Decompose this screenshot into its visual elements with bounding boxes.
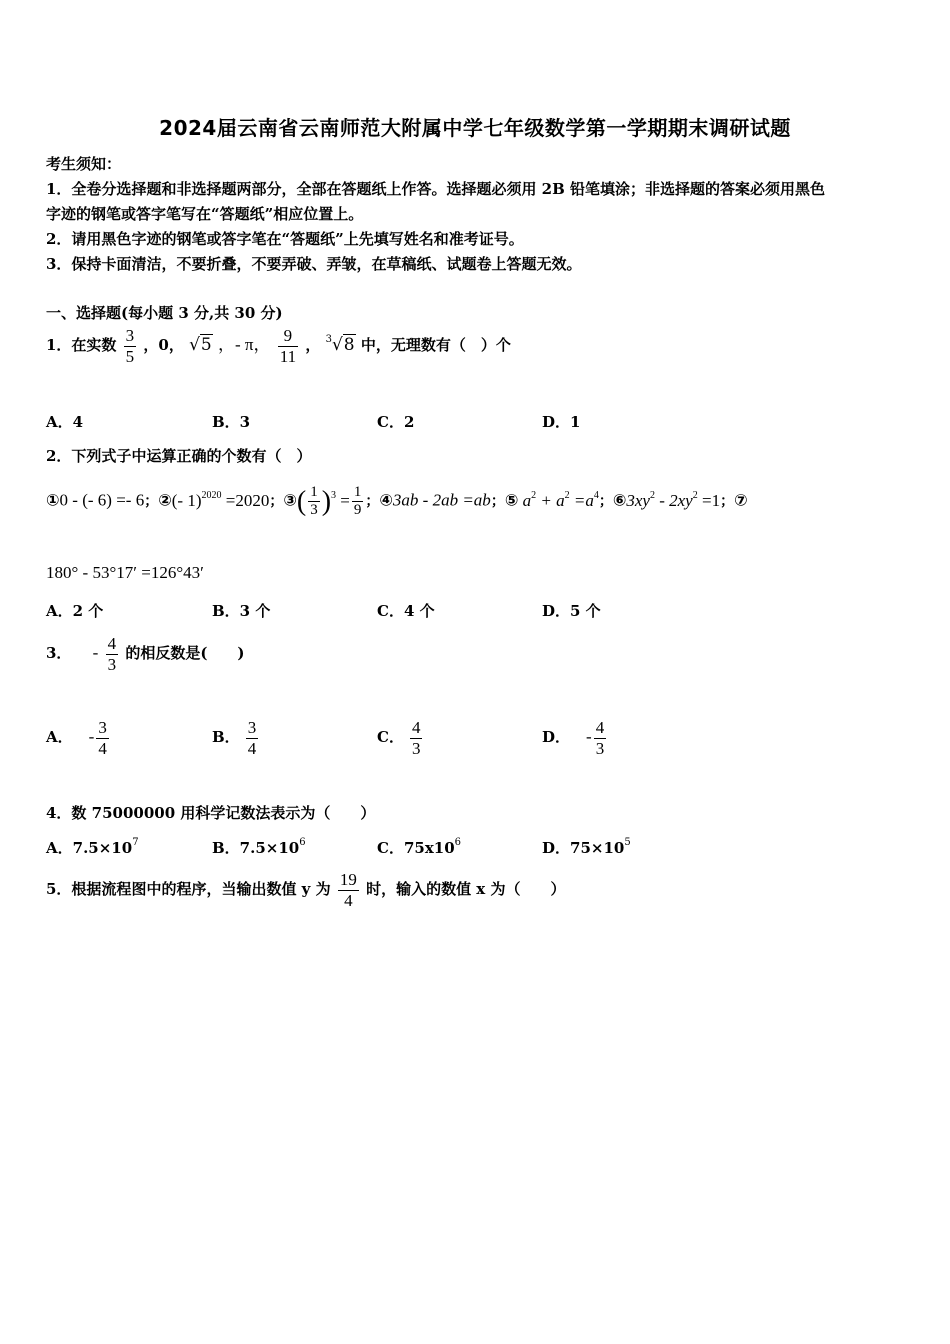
q4-option-a[interactable]: A．$7.5\times 10^7$: [46, 837, 139, 857]
q4-option-d[interactable]: D．$75\times 10^5$: [542, 837, 631, 857]
q4-stem: 4．数 75000000 用科学记数法表示为（ ）: [46, 804, 376, 822]
q2-expr-5: $a^2 + a^2 =a^4$: [522, 489, 599, 510]
q1-suffix: 中，无理数有（ ）个: [360, 336, 511, 355]
q3-suffix: 的相反数是( ): [125, 644, 245, 663]
q2-circle-2: ②: [158, 490, 172, 510]
q2-option-c[interactable]: C．4 个: [377, 602, 435, 620]
question-3: [46, 634, 245, 674]
q3-minus: -: [92, 643, 99, 663]
notice-item-3: 3．保持卡面清洁，不要折叠，不要弄破、弄皱，在草稿纸、试题卷上答题无效。: [46, 255, 582, 273]
notice-item-1b: 字迹的钢笔或答字笔写在“答题纸”相应位置上。: [46, 205, 364, 223]
q1-option-a[interactable]: A．4: [46, 413, 84, 431]
q1-option-d[interactable]: D．1: [542, 413, 581, 431]
q2-option-b[interactable]: B．3 个: [212, 602, 271, 620]
q3-option-c[interactable]: C． $\frac{4}{3}$: [377, 718, 421, 758]
notice-heading: 考生须知：: [46, 155, 122, 173]
q5-fraction: $\frac{19}{4}$: [339, 870, 357, 910]
q2-circle-7: ⑦: [734, 490, 748, 510]
q1-option-b[interactable]: B．3: [212, 413, 251, 431]
q3-option-a[interactable]: A． - $\frac{3}{4}$: [46, 718, 107, 758]
question-1: [46, 326, 511, 366]
q1-sep1: ，0，: [143, 336, 184, 355]
q1-sqrt5: √5: [189, 335, 212, 356]
q2-option-a[interactable]: A．2 个: [46, 602, 104, 620]
q5-prefix: 5．根据流程图中的程序，当输出数值 y 为: [46, 880, 331, 899]
q4-option-c[interactable]: C．$75x10^6$: [377, 837, 462, 857]
q2-option-d[interactable]: D．5 个: [542, 602, 601, 620]
q2-expr-6: $3xy^2 - 2xy^2 =1$: [626, 489, 721, 510]
q2-circle-3: ③: [283, 490, 297, 510]
q1-fraction-3-5: $\frac{3}{5}$: [125, 326, 135, 366]
q2-expr-1: 0 - (- 6) =- 6: [59, 490, 145, 510]
q2-expr-4: 3ab - 2ab =ab: [392, 490, 491, 510]
q1-sep2: ，- π，: [217, 335, 271, 355]
q4-option-b[interactable]: B．$7.5\times 10^6$: [212, 837, 306, 857]
q2-expr-3: ( $\frac{1}{3}$ )$^3$ = $\frac{1}{9}$: [296, 484, 362, 519]
q2-circle-4: ④: [379, 490, 393, 510]
q3-fraction: $\frac{4}{3}$: [107, 634, 117, 674]
section-heading: 一、选择题(每小题 3 分,共 30 分): [46, 304, 283, 322]
q1-fraction-9-11: $\frac{9}{11}$: [279, 326, 297, 366]
q1-cbrt8: $^3$√8: [325, 334, 355, 356]
q2-circle-1: ①: [46, 490, 60, 510]
q1-prefix: 1．在实数: [46, 336, 117, 355]
q2-stem: 2．下列式子中运算正确的个数有（ ）: [46, 447, 312, 465]
page-title: 2024届云南省云南师范大附属中学七年级数学第一学期期末调研试题: [159, 116, 791, 140]
q1-option-c[interactable]: C．2: [377, 413, 415, 431]
q2-semi: ；: [144, 493, 159, 510]
q5-suffix: 时，输入的数值 x 为（ ）: [366, 880, 566, 899]
q3-option-b[interactable]: B． $\frac{3}{4}$: [212, 718, 257, 758]
q2-expr-7: 180° - 53°17′ =126°43′: [46, 563, 204, 582]
question-5: [46, 870, 565, 910]
q3-prefix: 3．: [46, 644, 72, 663]
q2-expr-2: (- 1)$^{2020}$ =2020: [171, 489, 270, 510]
q3-option-d[interactable]: D． - $\frac{4}{3}$: [542, 718, 605, 758]
q2-circle-5: ⑤: [504, 490, 519, 510]
notice-item-1a: 1．全卷分选择题和非选择题两部分，全部在答题纸上作答。选择题必须用 2B 铅笔填涂；非选择题的答案必须用黑色: [46, 180, 826, 198]
q2-circle-6: ⑥: [612, 490, 627, 510]
q1-sep3: ，: [305, 336, 321, 355]
notice-item-2: 2．请用黑色字迹的钢笔或答字笔在“答题纸”上先填写姓名和准考证号。: [46, 230, 524, 248]
q2-expressions: ①0 - (- 6) =- 6；②(- 1)$^{2020}$ =2020；③( $\frac{1}{3}$ )$^3$ = $\frac{1}{9}$ ；④3ab - 2ab =ab；⑤ $a^2 + a^2 =a^4$；$⑥3xy^2 - 2xy^2 =1$；⑦: [46, 484, 748, 519]
